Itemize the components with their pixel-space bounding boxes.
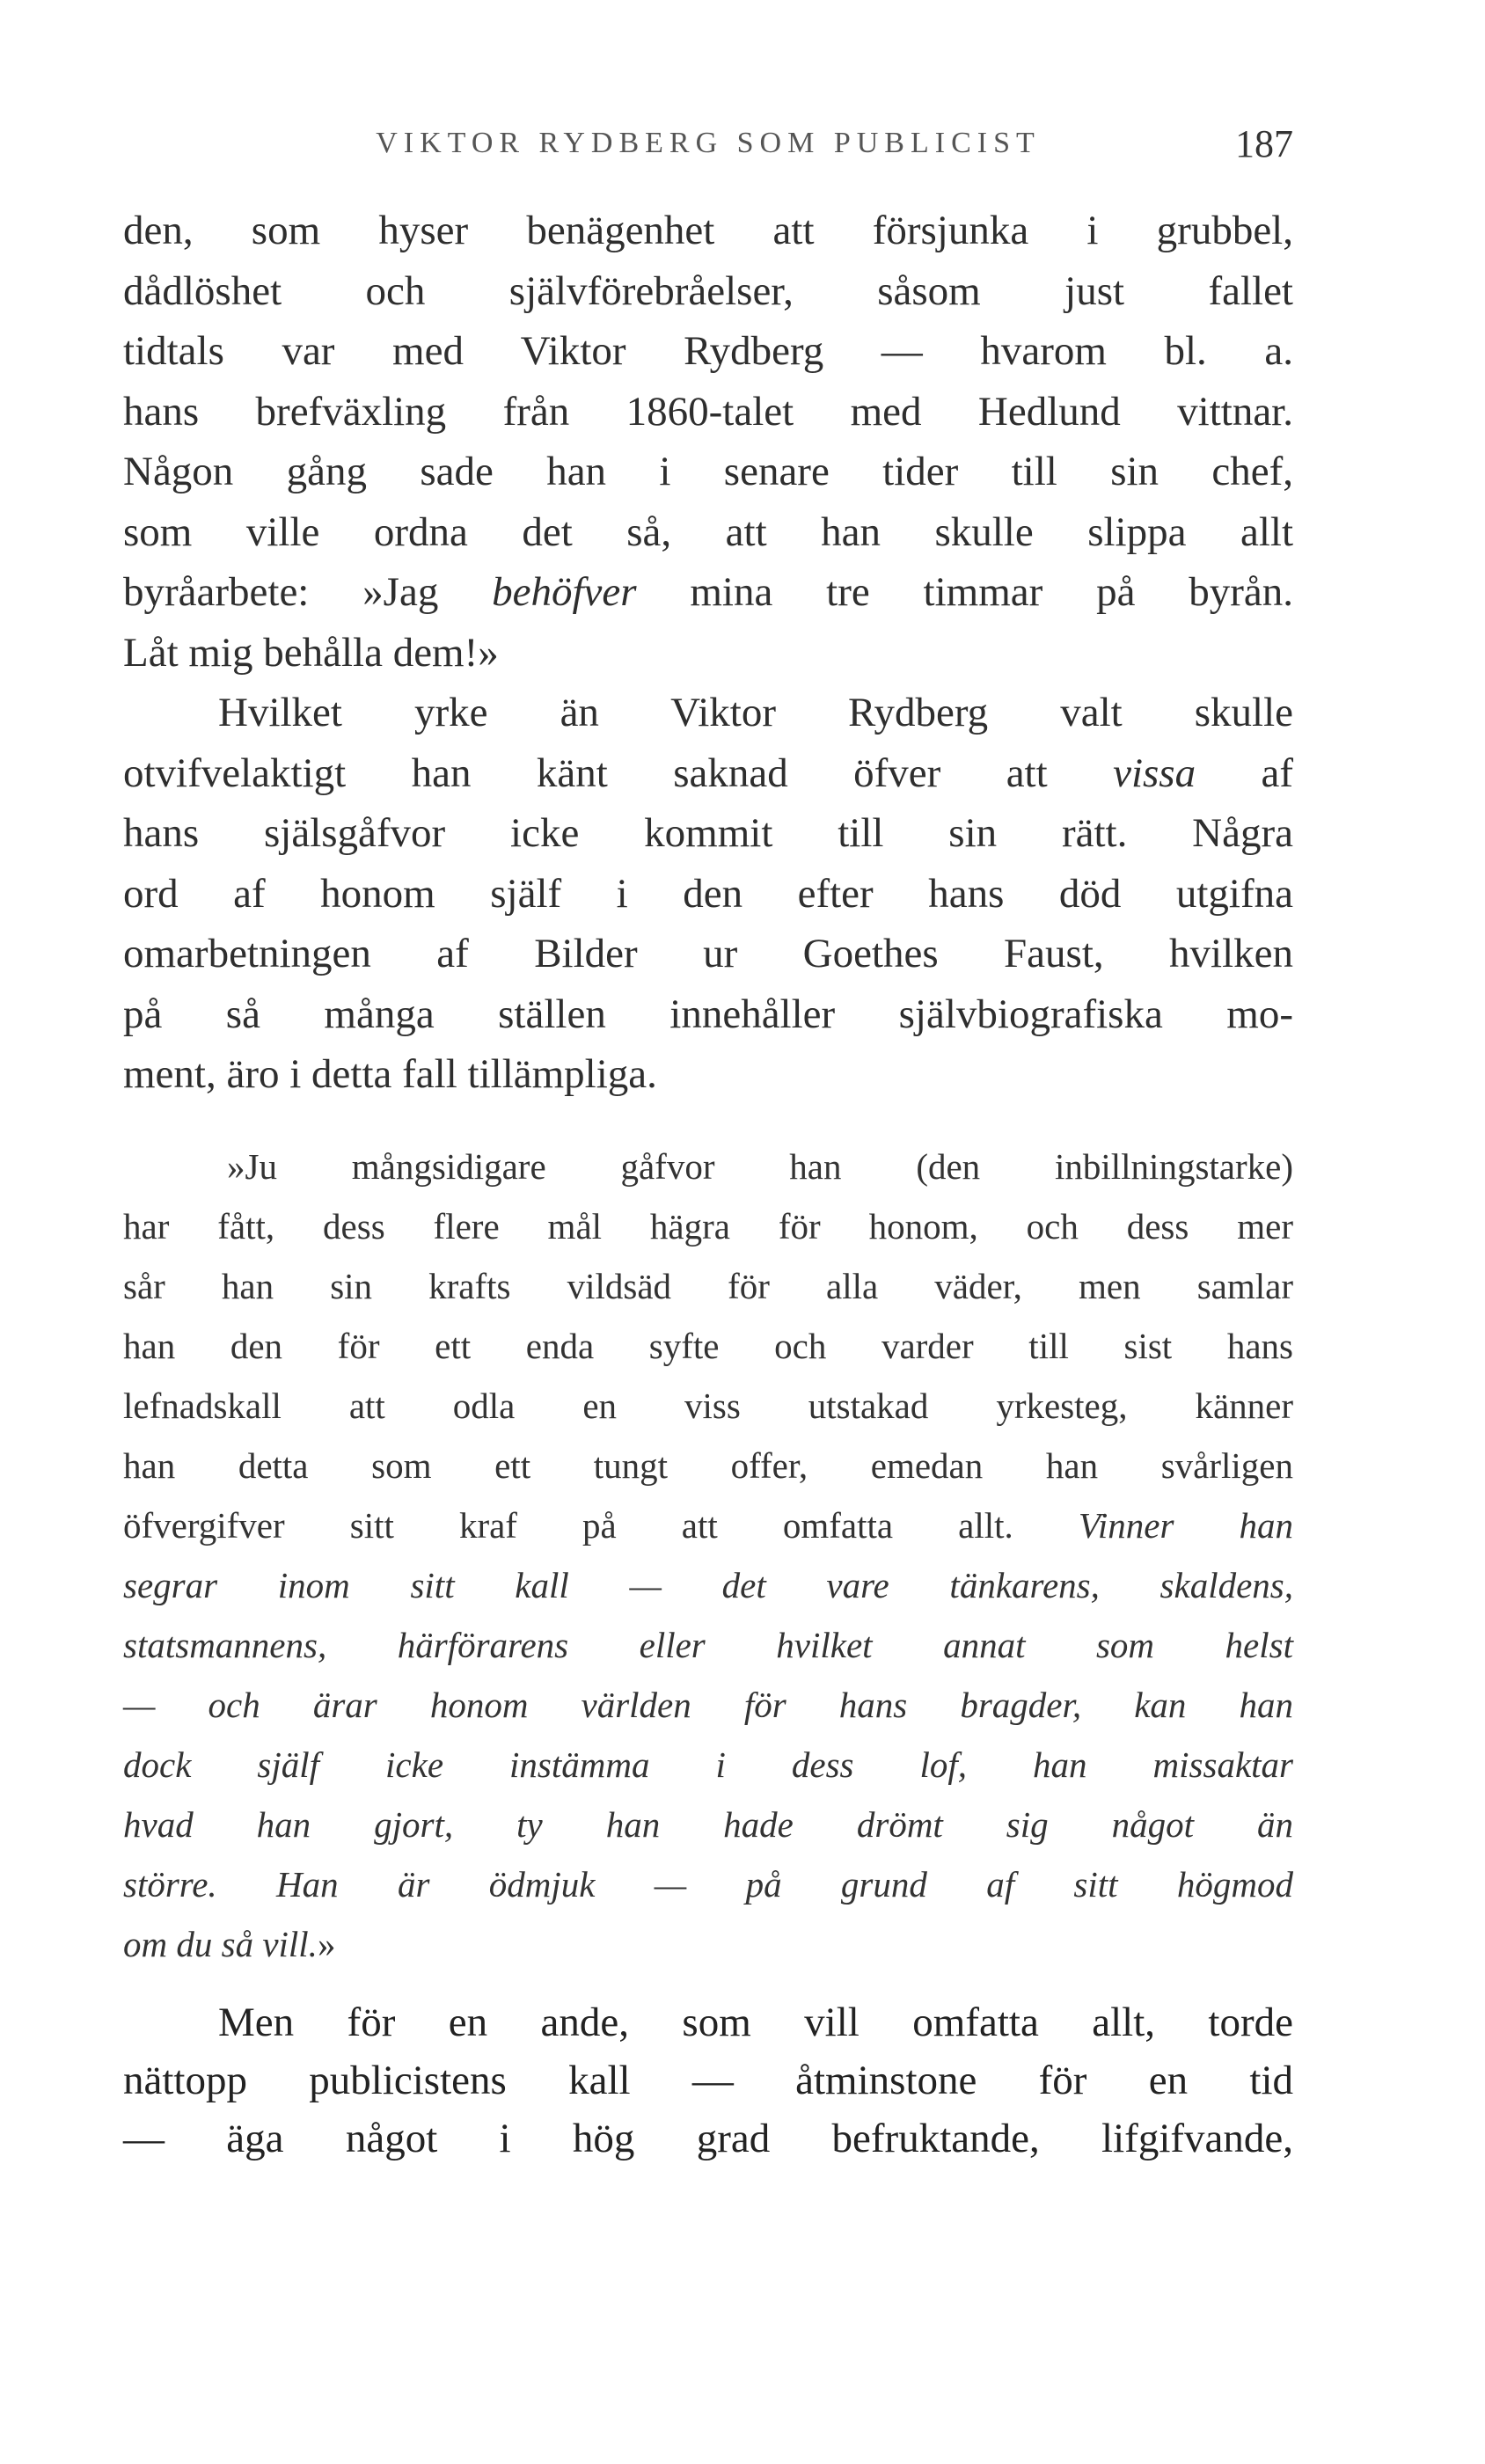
tail-text [123, 1993, 1293, 2168]
text-line [123, 743, 1293, 804]
quote-line [123, 1914, 1293, 1974]
quote-first-line: »Ju mångsidigare gåfvor han (den inbillningstarke) [227, 1146, 1293, 1187]
quote-italic-line: segrar inom sitt kall — det vare tänkarens, skaldens, [123, 1565, 1293, 1605]
quote-line: lefnadskall att odla en viss utstakad yrkesteg, känner [123, 1386, 1293, 1426]
text-segment: » [317, 1924, 336, 1964]
text-line: nättopp publicistens kall — åtminstone för en tid [123, 2058, 1293, 2103]
quote-line [123, 1495, 1293, 1555]
text-line: dådlöshet och självförebråelser, såsom just fallet [123, 267, 1293, 314]
quote-italic-line: större. Han är ödmjuk — på grund af sitt högmod [123, 1864, 1293, 1905]
text-line: omarbetningen af Bilder ur Goethes Faust, hvilken [123, 931, 1293, 976]
page-number: 187 [1235, 122, 1293, 165]
text-line: hans brefväxling från 1860-talet med Hedlund vittnar. [123, 388, 1293, 435]
text-segment: mina tre timmar på byrån. [636, 569, 1293, 615]
quote-italic-line: hvad han gjort, ty han hade drömt sig något än [123, 1804, 1293, 1845]
text-segment: öfvergifver sitt kraf på att omfatta allt. [123, 1505, 1079, 1546]
text-line: Låt mig behålla dem!» [123, 629, 499, 676]
text-segment: otvifvelaktigt han känt saknad öfver att [123, 749, 1114, 796]
text-line: ord af honom själf i den efter hans död utgifna [123, 870, 1293, 917]
text-line [123, 562, 1293, 623]
running-title: VIKTOR RYDBERG SOM PUBLICIST [376, 127, 1041, 159]
emphasis: vissa [1113, 749, 1196, 796]
text-line: som ville ordna det så, att han skulle slippa allt [123, 508, 1293, 555]
emphasis: Vinner han [1078, 1505, 1293, 1546]
main-text [123, 201, 1293, 1105]
quote-italic-line: statsmannens, härförarens eller hvilket annat som helst [123, 1625, 1293, 1665]
running-head [123, 121, 1293, 174]
emphasis: behöfver [492, 569, 637, 615]
text-segment: byråarbete: »Jag [123, 569, 493, 615]
paragraph-first-line: Hvilket yrke än Viktor Rydberg valt skulle [218, 690, 1293, 735]
text-line: ment, äro i detta fall tillämpliga. [123, 1051, 657, 1097]
quote-italic-line: dock själf icke instämma i dess lof, han missaktar [123, 1744, 1293, 1785]
quote-line: han detta som ett tungt offer, emedan han svårligen [123, 1445, 1293, 1486]
quote-line: har fått, dess flere mål hägra för honom, och dess mer [123, 1206, 1293, 1247]
paragraph-first-line: Men för en ande, som vill omfatta allt, torde [218, 2000, 1293, 2045]
text-line: den, som hyser benägenhet att försjunka i grubbel, [123, 208, 1293, 253]
text-segment: af [1196, 749, 1294, 796]
quote-line: han den för ett enda syfte och varder till sist hans [123, 1326, 1293, 1366]
text-line: hans själsgåfvor icke kommit till sin rätt. Några [123, 810, 1293, 856]
text-line: tidtals var med Viktor Rydberg — hvarom bl. a. [123, 328, 1293, 374]
emphasis: om du så vill. [123, 1924, 318, 1964]
quote-italic-line: — och ärar honom världen för hans bragder, kan han [123, 1685, 1293, 1725]
text-line: — äga något i hög grad befruktande, lifgifvande, [123, 2116, 1293, 2161]
quote-line: sår han sin krafts vildsäd för alla väder, men samlar [123, 1266, 1293, 1306]
text-line: på så många ställen innehåller självbiografiska mo- [123, 991, 1293, 1037]
block-quote [123, 1137, 1293, 1974]
text-line: Någon gång sade han i senare tider till sin chef, [123, 449, 1293, 494]
